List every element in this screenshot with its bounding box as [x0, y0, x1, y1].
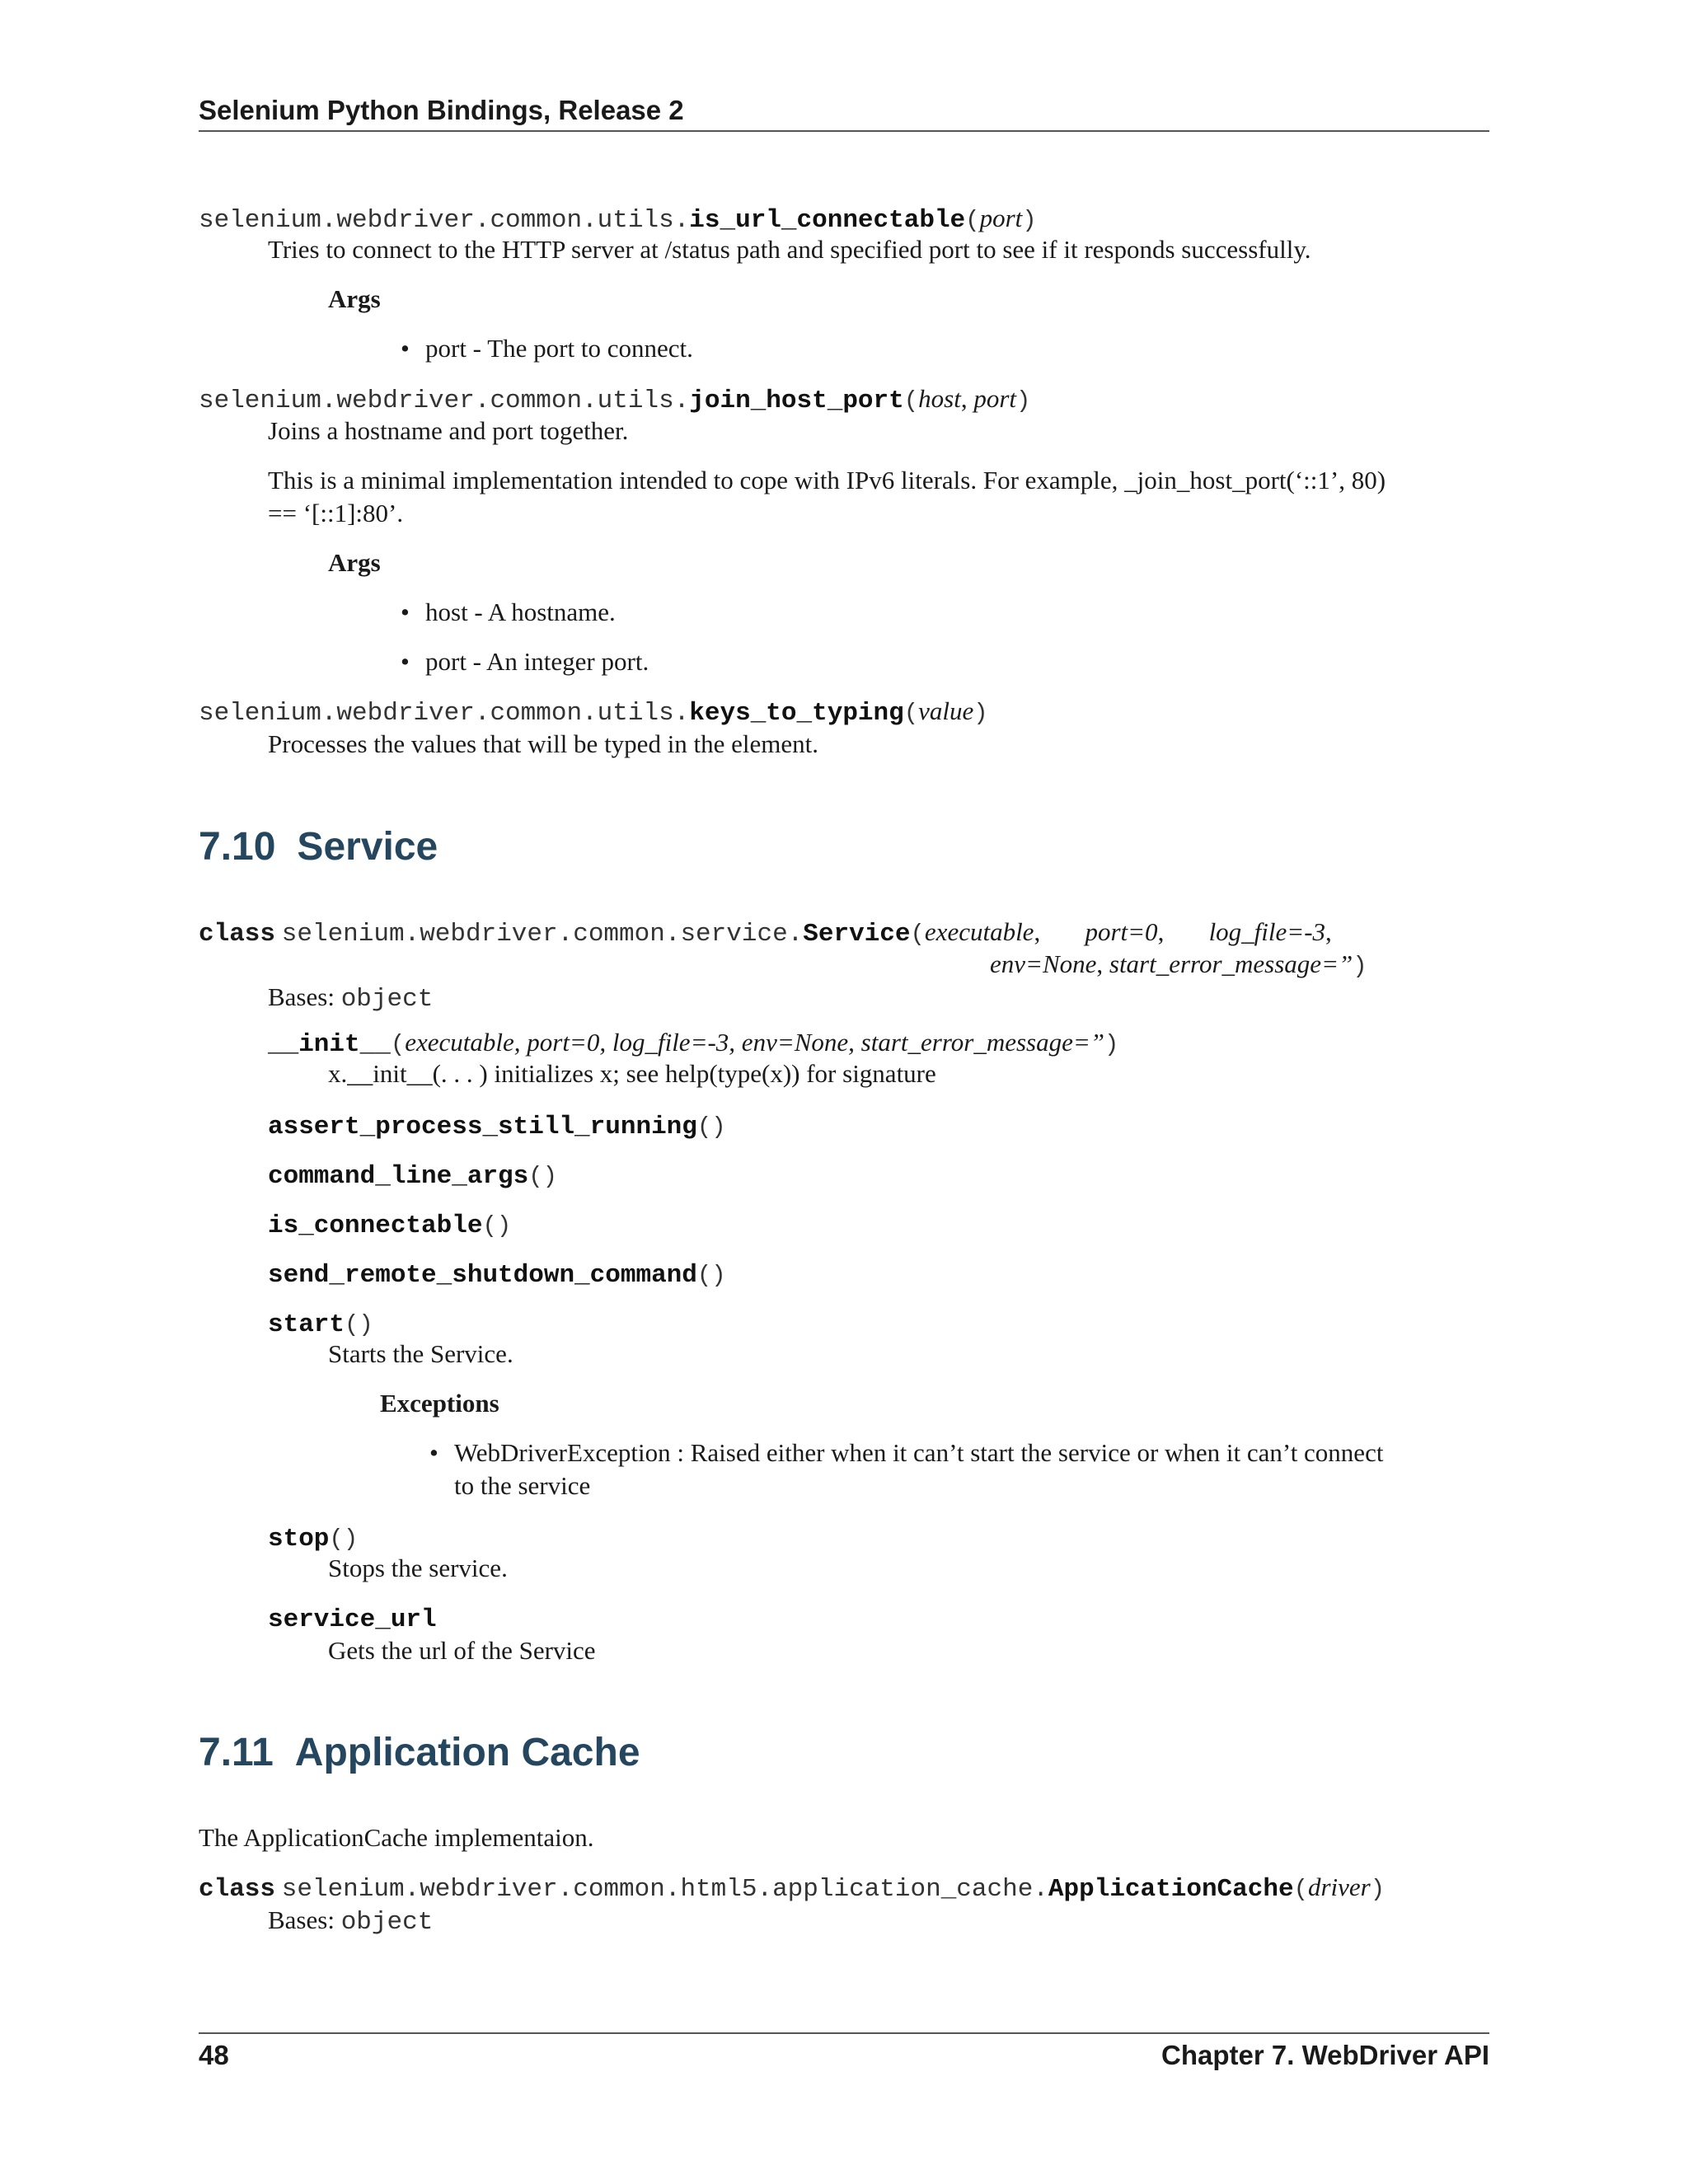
arg-item: • port - The port to connect.	[199, 332, 1688, 365]
service-url-signature: service_url	[268, 1605, 437, 1634]
exceptions-label: Exceptions	[380, 1389, 499, 1418]
function-name: is_url_connectable	[689, 206, 966, 235]
join-host-port-detail-line2: == ‘[::1]:80’.	[268, 499, 404, 527]
stop-signature: stop()	[268, 1525, 359, 1554]
start-signature: start()	[268, 1310, 373, 1339]
running-header: Selenium Python Bindings, Release 2	[199, 92, 1489, 132]
service-class-signature: class selenium.webdriver.common.service.Service(executable, port=0, log_file=-3,	[199, 917, 1332, 949]
application-cache-class-signature: class selenium.webdriver.common.html5.application_cache.ApplicationCache(driver)	[199, 1872, 1386, 1904]
init-signature: __init__(executable, port=0, log_file=-3, env=None, start_error_message=”)	[268, 1028, 1119, 1059]
method-signature: command_line_args()	[268, 1162, 558, 1191]
stop-description: Stops the service.	[328, 1554, 508, 1582]
method-signature: assert_process_still_running()	[268, 1113, 726, 1141]
section-heading-application-cache: 7.11 Application Cache	[199, 1731, 640, 1774]
service-bases: Bases: object	[268, 982, 434, 1014]
service-url-description: Gets the url of the Service	[328, 1636, 596, 1665]
application-cache-intro: The ApplicationCache implementaion.	[199, 1823, 594, 1852]
arg-item: • port - An integer port.	[199, 645, 1688, 678]
is-url-connectable-description: Tries to connect to the HTTP server at /status path and specified port to see if it responds successfully.	[268, 235, 1311, 264]
method-signature: send_remote_shutdown_command()	[268, 1261, 726, 1290]
application-cache-bases: Bases: object	[268, 1905, 434, 1937]
document-page	[199, 0, 1489, 2184]
is-url-connectable-signature: selenium.webdriver.common.utils.is_url_connectable(port)	[199, 204, 1037, 235]
function-name: keys_to_typing	[689, 699, 904, 728]
init-description: x.__init__(. . . ) initializes x; see help(type(x)) for signature	[328, 1059, 936, 1088]
arg-item: • host - A hostname.	[199, 596, 1688, 629]
class-name: Service	[803, 920, 911, 949]
join-host-port-description: Joins a hostname and port together.	[268, 416, 629, 445]
running-footer	[199, 2032, 1489, 2074]
function-name: join_host_port	[689, 387, 904, 415]
exception-item: • WebDriverException : Raised either when it can’t start the service or when it can’t connect to the service	[199, 1436, 1489, 1502]
keys-to-typing-description: Processes the values that will be typed in the element.	[268, 729, 819, 758]
join-host-port-signature: selenium.webdriver.common.utils.join_host_port(host, port)	[199, 384, 1031, 415]
keys-to-typing-signature: selenium.webdriver.common.utils.keys_to_typing(value)	[199, 696, 988, 728]
chapter-title: Chapter 7. WebDriver API	[1161, 2040, 1489, 2070]
args-label: Args	[328, 284, 381, 313]
join-host-port-detail-line1: This is a minimal implementation intended to cope with IPv6 literals. For example, _join_host_port(‘::1’, 80)	[268, 466, 1386, 494]
method-signature: is_connectable()	[268, 1212, 512, 1240]
start-description: Starts the Service.	[328, 1339, 513, 1368]
section-heading-service: 7.10 Service	[199, 825, 438, 869]
class-name: ApplicationCache	[1048, 1875, 1294, 1904]
args-label: Args	[328, 548, 381, 577]
service-class-signature-cont: env=None, start_error_message=”)	[990, 949, 1367, 980]
page-number: 48	[199, 2040, 229, 2070]
